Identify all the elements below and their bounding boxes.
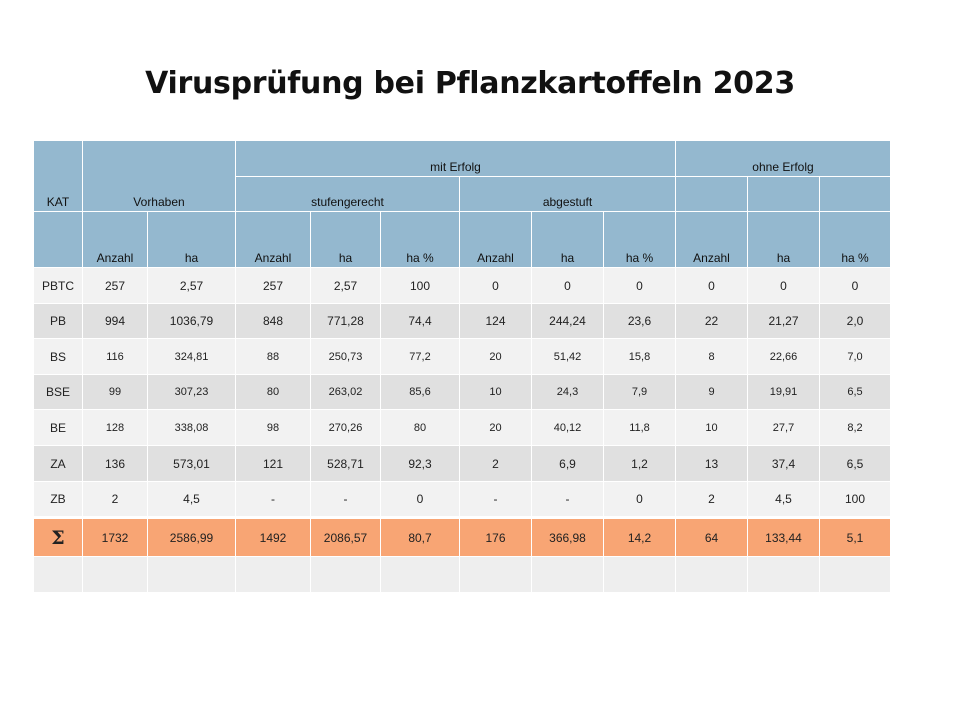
table-cell: 1036,79 [148,304,236,339]
row-kat: ZA [34,446,83,482]
table-cell: 6,5 [820,375,891,410]
table-cell: 51,42 [532,339,604,375]
row-kat: BSE [34,375,83,410]
row-kat: PBTC [34,268,83,304]
table-cell: 338,08 [148,410,236,446]
results-table [34,141,891,593]
table-cell: 24,3 [532,375,604,410]
table-cell: 20 [460,410,532,446]
empty-cell [83,557,148,593]
total-cell: 64 [676,519,748,557]
row-kat: ZB [34,482,83,517]
column-header: ha [148,212,236,268]
table-cell: 37,4 [748,446,820,482]
table-cell: 15,8 [604,339,676,375]
header-ohne-erfolg: ohne Erfolg [676,141,891,177]
table-cell: 77,2 [381,339,460,375]
table-cell: 4,5 [148,482,236,517]
table-cell: 0 [532,268,604,304]
header-stufengerecht: stufengerecht [236,177,460,212]
table-cell: - [236,482,311,517]
table-cell: 92,3 [381,446,460,482]
table-cell: 250,73 [311,339,381,375]
total-cell: 80,7 [381,519,460,557]
row-kat: PB [34,304,83,339]
header-kat: KAT [34,141,83,212]
table-cell: 19,91 [748,375,820,410]
table-cell: 2,57 [311,268,381,304]
table-cell: 10 [460,375,532,410]
table-cell: 22 [676,304,748,339]
header-empty-cell [34,212,83,268]
table-cell: 0 [820,268,891,304]
table-cell: 136 [83,446,148,482]
table-cell: 128 [83,410,148,446]
header-empty-cell [820,177,891,212]
table-cell: 98 [236,410,311,446]
table-cell: 9 [676,375,748,410]
header-empty-cell [748,177,820,212]
header-abgestuft: abgestuft [460,177,676,212]
empty-cell [34,557,83,593]
table-cell: 7,0 [820,339,891,375]
column-header: Anzahl [236,212,311,268]
empty-cell [676,557,748,593]
table-cell: 22,66 [748,339,820,375]
column-header: ha % [381,212,460,268]
table-cell: 528,71 [311,446,381,482]
empty-cell [311,557,381,593]
table-cell: 100 [820,482,891,517]
table-cell: 85,6 [381,375,460,410]
empty-cell [460,557,532,593]
column-header: ha [311,212,381,268]
table-cell: 307,23 [148,375,236,410]
table-cell: 7,9 [604,375,676,410]
total-cell: 1732 [83,519,148,557]
total-cell: 14,2 [604,519,676,557]
column-header: ha [748,212,820,268]
table-cell: 27,7 [748,410,820,446]
sum-icon: Σ [34,519,83,557]
table-cell: 573,01 [148,446,236,482]
header-vorhaben: Vorhaben [83,141,236,212]
table-cell: 8 [676,339,748,375]
total-cell: 176 [460,519,532,557]
column-header: ha [532,212,604,268]
table-cell: 80 [236,375,311,410]
page-title: Virusprüfung bei Pflanzkartoffeln 2023 [145,66,795,101]
row-kat: BS [34,339,83,375]
table-cell: 4,5 [748,482,820,517]
table-cell: 0 [748,268,820,304]
total-cell: 2586,99 [148,519,236,557]
table-cell: 23,6 [604,304,676,339]
table-cell: 99 [83,375,148,410]
empty-cell [236,557,311,593]
table-cell: 20 [460,339,532,375]
table-cell: 244,24 [532,304,604,339]
empty-cell [748,557,820,593]
table-cell: 270,26 [311,410,381,446]
empty-cell [820,557,891,593]
table-cell: - [460,482,532,517]
total-cell: 2086,57 [311,519,381,557]
table-cell: 2,57 [148,268,236,304]
empty-cell [148,557,236,593]
table-cell: 124 [460,304,532,339]
table-cell: 324,81 [148,339,236,375]
table-cell: 2 [83,482,148,517]
header-mit-erfolg: mit Erfolg [236,141,676,177]
row-kat: BE [34,410,83,446]
column-header: Anzahl [83,212,148,268]
table-cell: 121 [236,446,311,482]
column-header: ha % [604,212,676,268]
table-cell: 116 [83,339,148,375]
table-cell: 994 [83,304,148,339]
table-cell: 88 [236,339,311,375]
total-cell: 133,44 [748,519,820,557]
table-cell: - [311,482,381,517]
table-cell: 771,28 [311,304,381,339]
total-cell: 1492 [236,519,311,557]
empty-cell [604,557,676,593]
empty-cell [532,557,604,593]
table-cell: 80 [381,410,460,446]
table-cell: 263,02 [311,375,381,410]
table-cell: 1,2 [604,446,676,482]
table-cell: 0 [381,482,460,517]
table-cell: 13 [676,446,748,482]
table-cell: 10 [676,410,748,446]
table-cell: 0 [460,268,532,304]
table-cell: 8,2 [820,410,891,446]
table-cell: 2 [676,482,748,517]
table-cell: 6,9 [532,446,604,482]
table-cell: 257 [236,268,311,304]
total-cell: 366,98 [532,519,604,557]
table-cell: 2 [460,446,532,482]
table-cell: 848 [236,304,311,339]
table-cell: 2,0 [820,304,891,339]
column-header: Anzahl [676,212,748,268]
table-cell: 40,12 [532,410,604,446]
table-cell: 6,5 [820,446,891,482]
table-cell: 21,27 [748,304,820,339]
column-header: Anzahl [460,212,532,268]
table-cell: 74,4 [381,304,460,339]
table-cell: 11,8 [604,410,676,446]
header-empty-cell [676,177,748,212]
total-cell: 5,1 [820,519,891,557]
empty-cell [381,557,460,593]
table-cell: 257 [83,268,148,304]
column-header: ha % [820,212,891,268]
table-cell: 100 [381,268,460,304]
table-cell: 0 [676,268,748,304]
table-cell: 0 [604,268,676,304]
table-cell: - [532,482,604,517]
table-cell: 0 [604,482,676,517]
